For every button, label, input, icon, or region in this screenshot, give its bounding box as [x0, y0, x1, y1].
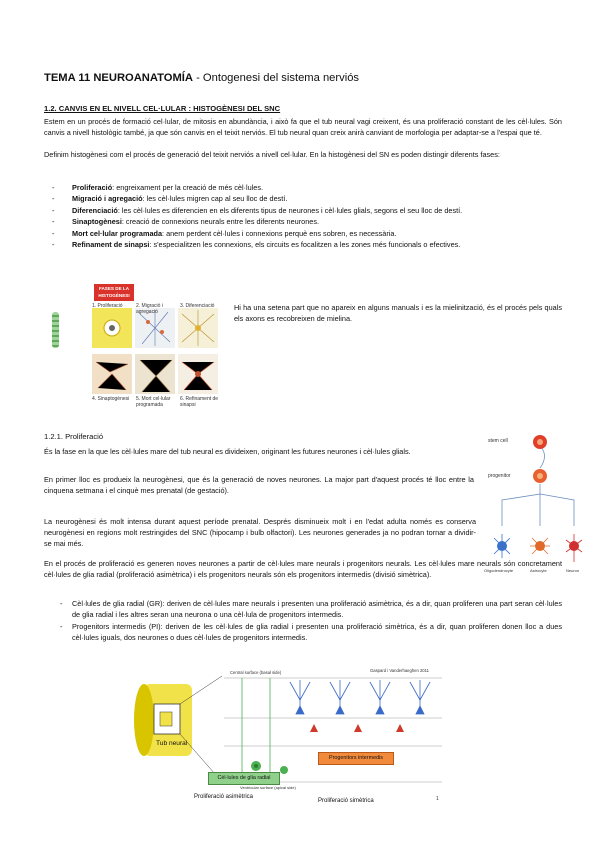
small-tube-icon	[52, 312, 59, 348]
progenitor-item: - Progenitors intermedis (PI): deriven de les cèl·lules de glia radial i presenten una proliferació simètrica, és a dir, quan proliferen donen lloc a dues cèl·lules iguals, dos neurones o dues cèl·lules de progenitors intermedis.	[60, 622, 562, 642]
neural-tube-figure	[130, 670, 450, 810]
stem-cell-tree-drawing	[484, 430, 584, 590]
section-heading-1-2-1: 1.2.1. Proliferació	[44, 432, 104, 441]
page-title	[44, 72, 359, 84]
section-heading-1-2: 1.2. CANVIS EN EL NIVELL CEL·LULAR : HISTOGÈNESI DEL SNC	[44, 104, 281, 113]
phase-item: - Migració i agregació: les cèl·lules migren cap al seu lloc de destí.	[52, 194, 288, 204]
histogenesis-panels	[90, 302, 220, 408]
panel-caption: 5. Mort cel·lular programada	[136, 396, 171, 408]
panel-caption: 3. Diferenciació	[180, 303, 215, 309]
progenitor-list	[60, 598, 562, 644]
central-surface-note: Central surface (basal side)	[230, 670, 282, 675]
section-1-2-paragraph-2: Definim histogènesi com el procés de generació del teixit nerviós a nivell cel·lular. En la histogènesi del SN es poden distingir diferents fases:	[44, 150, 500, 159]
tube-label: Tub neural	[156, 740, 188, 747]
tree-label-neuron: Neuron	[566, 568, 580, 573]
phases-list	[44, 182, 564, 250]
phase-item: - Refinament de sinapsi: s'especialitzen les connexions, els circuits es focalitzen a les zones més funcionals o efectives.	[52, 240, 461, 250]
phase-item: - Diferenciació: les cèl·lules es diferencien en els diferents tipus de neurones i cèl·lules glials, segons el seu lloc de destí.	[52, 205, 463, 215]
panel-caption: 1. Proliferació	[92, 303, 123, 309]
panel-caption: 6. Refinament de sinapsi	[180, 396, 219, 408]
page-mark: 1	[436, 796, 439, 802]
phase-item: - Proliferació: engreixament per la creació de més cèl·lules.	[52, 183, 264, 192]
myelination-note: Hi ha una setena part que no apareix en alguns manuals i es la mielinització, és el procés pels quals els axons es recobreixen de mielina.	[234, 303, 562, 323]
phase-item: - Sinaptogènesi: creació de connexions neurals entre les diferents neurones.	[52, 217, 320, 227]
tree-label-oligodendrocyte: Oligodendrocyte	[484, 568, 514, 573]
title-rest: - Ontogenesi del sistema nerviós	[192, 72, 360, 84]
progenitor-box: Progenitors intermedis	[318, 752, 394, 765]
panel-caption: 2. Migració i agregació	[136, 303, 163, 315]
panel-caption: 4. Sinaptogènesi	[92, 396, 130, 402]
stem-cell-tree	[484, 430, 584, 590]
title-bold: TEMA 11 NEUROANATOMÍA	[44, 72, 193, 84]
figure-label-box: FASES DE LA HISTOGÈNESI	[94, 284, 134, 301]
progenitor-item: - Cèl·lules de glia radial (GR): deriven de cèl·lules mare neurals i presenten una proliferació asimètrica, és a dir, quan proliferen una part seran cèl·lules de glia radial i les altres seran una neurona o una cèl·lula de progenitors intermedis.	[60, 599, 562, 619]
proliferation-paragraph-4: En el procés de proliferació es generen noves neurones a partir de cèl·lules mare neurals i progenitors neurals. Les cèl·lules mare neurals són concretament cèl·lules de glia radial (proliferació asimètrica) i els progenitors neurals són els progenitors intermedis (divisió simètrica).	[44, 559, 562, 579]
symmetric-label: Proliferació simètrica	[318, 798, 374, 804]
histogenesis-figure	[90, 284, 220, 408]
asymmetric-label: Proliferació asimètrica	[194, 794, 254, 800]
proliferation-paragraph-3: La neurogènesi és molt intensa durant aquest període prenatal. Després disminueix molt i en l'edat adulta només es conserva neurogènesi en regions molt restringides del SNC (hipocamp i bulb olfactori). Les neurones generades ja no podran tornar a dividir-se mai més.	[44, 517, 476, 548]
ventricular-note: Ventricular surface (apical side)	[240, 785, 296, 790]
phase-item: - Mort cel·lular programada: anem perdent cèl·lules i connexions perquè ens sobren, es necessària.	[52, 228, 397, 238]
tree-label-stem: stem cell	[488, 438, 508, 444]
section-1-2-paragraph-1: Estem en un procés de formació cel·lular, de mitosis en abundància, i això fa que el tub neural vagi creixent, és una proliferació constant de les cèl·lules. Són canvis a nivell histològic també, ja que són canvis en el teixit nerviós. El tub neural quan creix anirà canviant de morfologia per adaptar-se a l'espai que té.	[44, 117, 562, 137]
proliferation-paragraph-2: En primer lloc es produeix la neurogènesi, que és la generació de noves neurones. La major part d'aquest procés té lloc entre la cinquena setmana i el cinquè mes prenatal (de gestació).	[44, 475, 474, 495]
glia-box: Cèl·lules de glia radial	[208, 772, 280, 785]
tree-label-astrocyte: Astrocyte	[530, 568, 547, 573]
author-note: Gaspard i Vanderhaeghen 2011	[370, 668, 429, 673]
tree-label-progenitor: progenitor	[488, 473, 511, 479]
proliferation-paragraph-1: És la fase en la que les cèl·lules mare del tub neural es divideixen, originant les futures neurones i cèl·lules glials.	[44, 447, 411, 456]
